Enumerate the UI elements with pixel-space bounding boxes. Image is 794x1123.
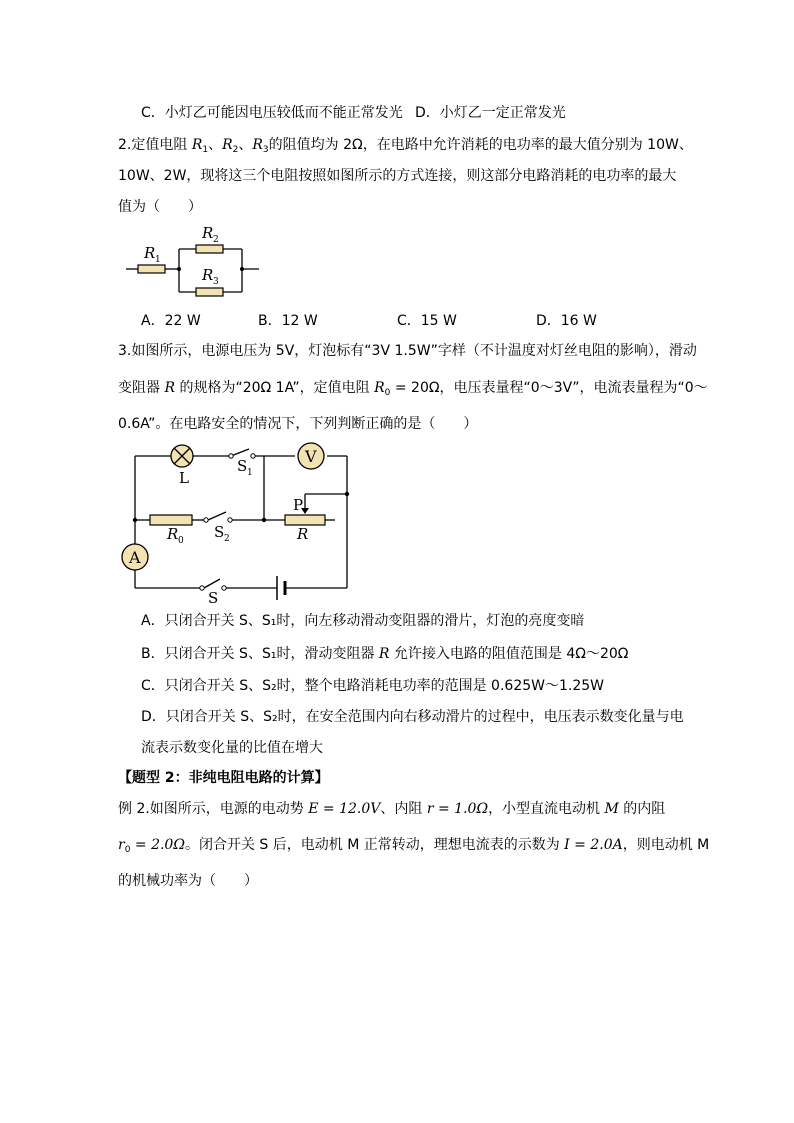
section-title: 【题型 2：非纯电阻电路的计算】: [118, 770, 329, 786]
resistor-r0: [150, 515, 192, 525]
q3-circuit-diagram: [115, 436, 360, 606]
label-s1-sub: 1: [247, 468, 253, 478]
q3-option-c: C．只闭合开关 S、S₂时，整个电路消耗电功率的范围是 0.625W～1.25W: [141, 678, 604, 694]
label-r1: R: [144, 244, 156, 262]
label-r1-sub: 1: [155, 255, 161, 265]
q3-option-b: B．只闭合开关 S、S₁时，滑动变阻器 R 允许接入电路的阻值范围是 4Ω～20Ω: [141, 646, 629, 662]
rheostat-r: [285, 515, 325, 525]
q3-stem-line3: 0.6A”。在电路安全的情况下，下列判断正确的是（ ）: [118, 416, 478, 432]
q2-option-c: C．15 W: [397, 313, 457, 329]
resistor-r1: [138, 265, 165, 273]
q2-circuit-diagram: [118, 220, 268, 300]
q3-option-d-line2: 流表示数变化量的比值在增大: [141, 740, 323, 756]
label-s2-sub: 2: [224, 534, 230, 544]
q1-option-d: D．小灯乙一定正常发光: [415, 105, 566, 121]
q2-option-d: D．16 W: [536, 313, 597, 329]
label-s: S: [208, 589, 219, 606]
q2-stem-line2: 10W、2W，现将这三个电阻按照如图所示的方式连接，则这部分电路消耗的电功率的最大: [118, 168, 677, 184]
example2-line3: 的机械功率为（ ）: [118, 873, 258, 889]
label-voltmeter: V: [305, 447, 317, 466]
resistor-r2: [196, 245, 223, 253]
q2-stem-line3: 值为（ ）: [118, 199, 202, 215]
q3-option-d-line1: D．只闭合开关 S、S₂时，在安全范围内向右移动滑片的过程中，电压表示数变化量与电: [141, 709, 684, 725]
label-s2: S: [214, 523, 225, 541]
label-ammeter: A: [129, 548, 141, 567]
label-r2-sub: 2: [213, 235, 219, 245]
q2-option-b: B．12 W: [258, 313, 318, 329]
label-r3: R: [202, 266, 214, 284]
label-r0-sub: 0: [178, 536, 184, 546]
label-r: R: [297, 525, 309, 543]
q1-option-c: C．小灯乙可能因电压较低而不能正常发光: [141, 105, 403, 121]
q2-option-a: A．22 W: [141, 313, 201, 329]
label-r2: R: [202, 224, 214, 242]
example2-line2: $r_0 = 2.0\Omega$。闭合开关 S 后，电动机 M 正常转动，理想电流表的示数为 I = 2.0A，则电动机 M: [118, 837, 710, 855]
label-lamp: L: [179, 469, 189, 487]
label-r3-sub: 3: [213, 277, 219, 287]
example2-line1: 例 2.如图所示，电源的电动势 E = 12.0V、内阻 r = 1.0Ω，小型直流电动机 M 的内阻: [118, 801, 666, 817]
lamp-icon: [171, 445, 193, 467]
q3-stem-line1: 3.如图所示，电源电压为 5V，灯泡标有“3V 1.5W”字样（不计温度对灯丝电阻的影响），滑动: [118, 343, 697, 359]
q3-option-a: A．只闭合开关 S、S₁时，向左移动滑动变阻器的滑片，灯泡的亮度变暗: [141, 613, 585, 629]
label-r0: R: [167, 525, 179, 543]
q2-stem-line1: 2.定值电阻 $R_1$、$R_2$、$R_3$的阻值均为 2Ω，在电路中允许消耗的电功率的最大值分别为 10W、: [118, 137, 693, 155]
resistor-r3: [196, 288, 223, 296]
label-p: P: [293, 496, 304, 514]
label-s1: S: [237, 457, 248, 475]
q3-stem-line2: 变阻器 R 的规格为“20Ω 1A”，定值电阻 $R_0 = 20\Omega$，电压表量程“0～3V”，电流表量程为“0～: [118, 380, 708, 398]
